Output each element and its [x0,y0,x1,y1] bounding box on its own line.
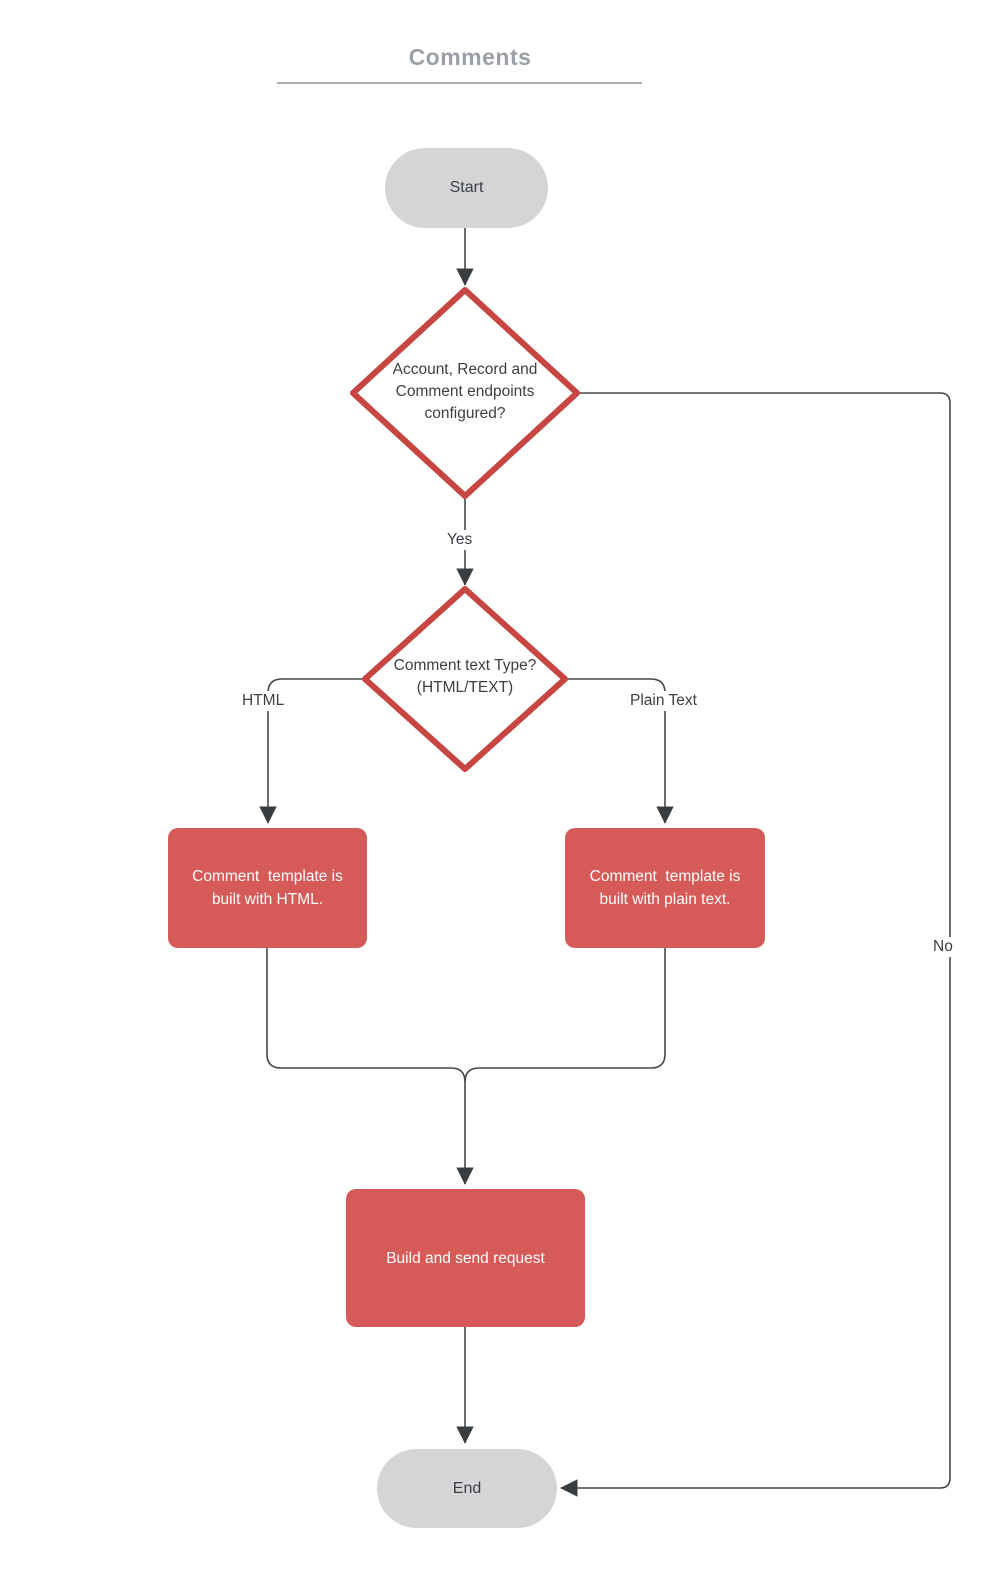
end-node [377,1449,557,1528]
edge-label-no: No [929,937,957,957]
process-plain-node [565,828,765,948]
diagram-title: Comments [408,44,532,70]
process-build-label: Build and send request [386,1249,545,1267]
edge-plain-to-build [465,948,665,1082]
process-build-node [346,1189,585,1327]
process-plain-label: Comment template is built with plain text. [589,868,745,908]
edge-label-yes: Yes [443,530,476,550]
decision-comment-type-label: Comment text Type? (HTML/TEXT) [393,657,537,696]
start-node [385,148,548,228]
decision-endpoints-label: Account, Record and Comment endpoints configured? [392,361,538,422]
process-html-label: Comment template is built with HTML. [192,868,348,908]
process-html-node [168,828,367,948]
end-label: End [452,1479,482,1497]
edge-html-to-build [267,948,465,1184]
edge-label-html: HTML [238,691,288,711]
edge-label-plain-text: Plain Text [626,691,701,711]
start-label: Start [449,179,484,196]
